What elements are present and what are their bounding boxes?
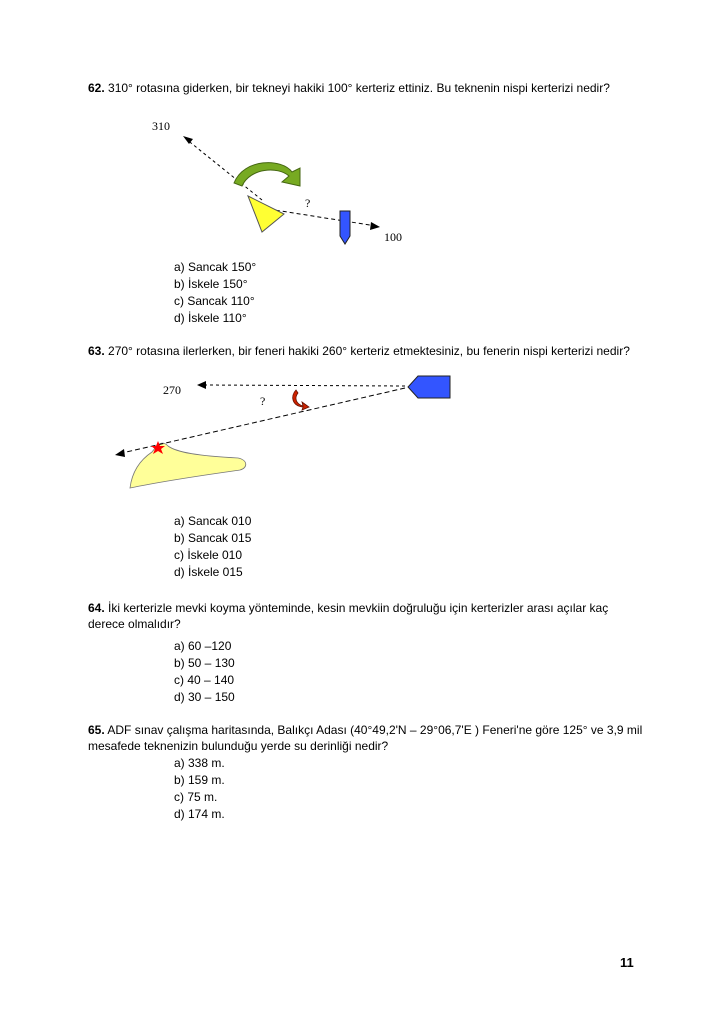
question-text: 270° rotasına ilerlerken, bir feneri hakiki 260° kerteriz etmektesiniz, bu fenerin nispi kerterizi nedir? [104,344,630,358]
option-c[interactable]: c) Sancak 110° [174,294,255,308]
option-b[interactable]: b) 159 m. [174,773,225,787]
question-65 [88,722,648,754]
option-b[interactable]: b) İskele 150° [174,277,248,291]
course-line [204,385,405,386]
option-d[interactable]: d) 174 m. [174,807,225,821]
turn-arrow [234,163,300,186]
option-d[interactable]: d) İskele 015 [174,565,243,579]
options-q64 [174,638,235,706]
label-100: 100 [384,230,402,244]
option-a[interactable]: a) Sancak 010 [174,514,252,528]
option-d[interactable]: d) 30 – 150 [174,690,235,704]
options-q63 [174,513,251,581]
option-b[interactable]: b) Sancak 015 [174,531,252,545]
option-a[interactable]: a) 338 m. [174,756,225,770]
bearing-arrowhead [370,222,380,230]
question-text: 310° rotasına giderken, bir tekneyi hakiki 100° kerteriz ettiniz. Bu teknenin nispi kerterizi nedir? [104,81,610,95]
label-unknown: ? [305,196,311,210]
option-a[interactable]: a) Sancak 150° [174,260,257,274]
bearing-arrowhead [115,449,125,457]
own-ship-triangle [248,196,284,232]
options-q62 [174,259,256,327]
option-b[interactable]: b) 50 – 130 [174,656,235,670]
target-ship [340,211,350,244]
question-text: ADF sınav çalışma haritasında, Balıkçı Adası (40°49,2'N – 29°06,7'E ) Feneri'ne göre 125° ve 3,9 mil mesafede teknenizin bulunduğu yerde su derinliği nedir? [88,723,643,753]
options-q65 [174,755,225,823]
diagram-q63 [0,370,728,495]
question-text: İki kerterizle mevki koyma yönteminde, kesin mevkiin doğruluğu için kerterizler arası açılar kaç derece olmalıdır? [88,601,609,631]
course-arrowhead [197,381,206,389]
option-c[interactable]: c) İskele 010 [174,548,243,562]
label-310: 310 [152,119,170,133]
question-63 [88,343,648,359]
question-number: 64. [88,601,105,615]
diagram-q62 [0,110,728,250]
land-shape [130,443,246,488]
question-64 [88,600,648,632]
own-ship [408,376,450,398]
page-number: 11 [620,955,634,970]
label-270: 270 [163,383,181,397]
question-62 [88,80,648,96]
option-d[interactable]: d) İskele 110° [174,311,247,325]
option-c[interactable]: c) 75 m. [174,790,218,804]
question-number: 65. [88,723,105,737]
question-number: 62. [88,81,105,95]
option-a[interactable]: a) 60 –120 [174,639,232,653]
question-number: 63. [88,344,105,358]
option-c[interactable]: c) 40 – 140 [174,673,235,687]
red-turn-arrow [293,390,309,410]
label-unknown: ? [260,394,266,408]
